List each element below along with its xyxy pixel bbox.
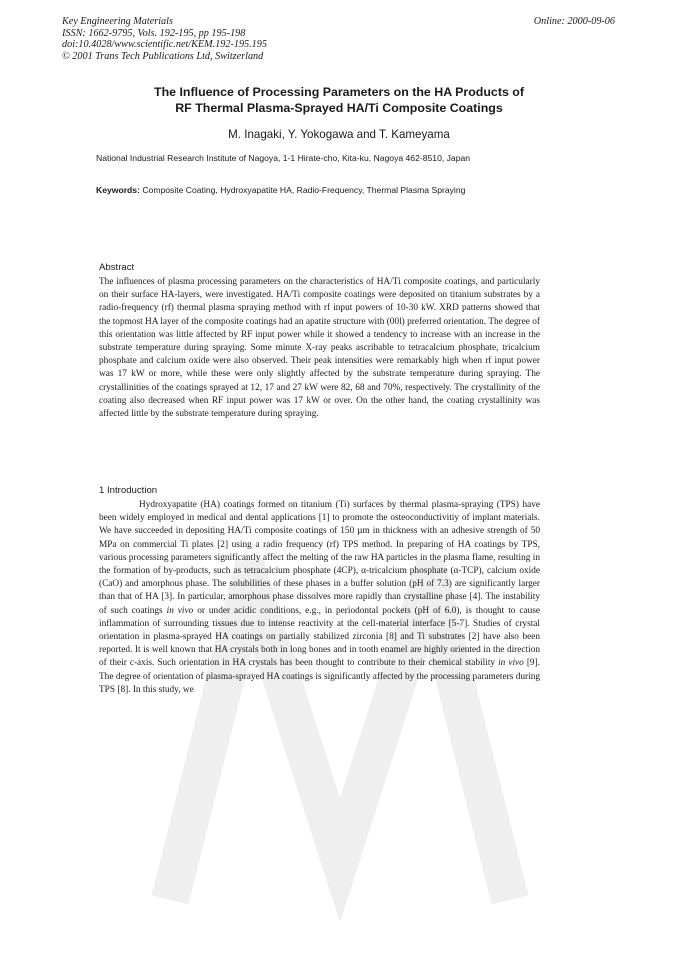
title-line-1: The Influence of Processing Parameters on the HA Products of xyxy=(154,85,524,99)
intro-italic-2: in vivo xyxy=(498,658,524,669)
intro-italic-1: in vivo xyxy=(166,605,194,616)
keywords-text: Composite Coating, Hydroxyapatite HA, Radio-Frequency, Thermal Plasma Spraying xyxy=(142,185,466,195)
author-list: M. Inagaki, Y. Yokogawa and T. Kameyama xyxy=(228,128,450,141)
abstract-text: The influences of plasma processing parameters on the characteristics of HA/Ti composite coatings, and particularly on their surface HA-layers, were investigated. HA/Ti composite coatings were deposited on titanium substrates by a radio-frequency (rf) thermal plasma spraying method with rf input powers of 10-30 kW. XRD patterns showed that the topmost HA layer of the composite coatings had an apatite structure with (00l) preferred orientation. The degree of this orientation was little affected by RF input power while it showed a tendency to increase with an increase in the substrate temperature during spraying. Some minute X-ray peaks ascribable to tetracalcium phosphate, tricalcium phosphate and calcium oxide were also observed. Their peak intensities were remarkably high when rf input power was 17 kW or more, while these were only slightly affected by the substrate temperature during spraying. The crystallinities of the coatings sprayed at 12, 17 and 27 kW were 82, 68 and 70%, respectively. The crystallinity of the coating also decreased when RF input power was 17 kW or over. On the other hand, the coating crystallinity was affected little by the substrate temperature during spraying. xyxy=(99,277,540,420)
affiliation: National Industrial Research Institute of Nagoya, 1-1 Hirate-cho, Kita-ku, Nagoya 462-8510, Japan xyxy=(96,153,471,163)
online-date: Online: 2000-09-06 xyxy=(533,16,615,27)
copyright-line: © 2001 Trans Tech Publications Ltd, Switzerland xyxy=(62,50,264,62)
abstract-heading: Abstract xyxy=(99,262,135,273)
keywords-label: Keywords: xyxy=(96,185,140,195)
title-line-2: RF Thermal Plasma-Sprayed HA/Ti Composite Coatings xyxy=(175,100,503,115)
intro-part-2: or under acidic conditions, e.g., in periodontal pockets (pH of 6.0), is thought to cause inflammation of surrounding tissues due to intense reactivity at the cell-material interface [5-7]. Studies of crystal orientation in plasma-sprayed HA coatings on partially stabilized zirconia [8] and Ti substrates [2] have also been reported. It is well known that HA crystals both in long bones and in tooth enamel are highly oriented in the direction of their c-axis. Such orientation in HA crystals has been thought to contribute to their chemical stability xyxy=(99,605,541,669)
introduction-text xyxy=(99,499,540,697)
intro-part-3: [9]. The degree of orientation of plasma-sprayed HA coatings is significantly affected by the processing parameters during TPS [8]. In this study, we xyxy=(99,658,540,695)
introduction-heading: 1 Introduction xyxy=(99,485,158,496)
intro-part-1: Hydroxyapatite (HA) coatings formed on titanium (Ti) surfaces by thermal plasma-spraying (TPS) have been widely employed in medical and dental applications [1] to promote the osteoconductivitiy of implant materials. We have succeeded in depositing HA/Ti composite coatings of 150 µm in thickness with an adhesive strength of 50 MPa on commercial Ti plates [2] using a radio frequency (rf) TPS method. In preparing of HA coatings by TPS, various processing parameters significantly affect the melting of the raw HA particles in the plasma flame, resulting in the formation of by-products, such as tetracalcium phosphate (4CP), α-tricalcium phosphate (α-TCP), calcium oxide (CaO) and amorphous phase. The solubilities of these phases in a buffer solution (pH of 7.3) are significantly larger than that of HA [3]. In particular, amorphous phase dissolves more rapidly than crystalline phase [4]. The instability of such coatings xyxy=(99,500,540,616)
journal-name: Key Engineering Materials xyxy=(62,16,173,27)
keywords xyxy=(96,185,616,195)
journal-header xyxy=(62,16,267,62)
issn-line: ISSN: 1662-9795, Vols. 192-195, pp 195-198 xyxy=(62,27,246,39)
paper-title xyxy=(60,85,618,116)
doi-line: doi:10.4028/www.scientific.net/KEM.192-195.195 xyxy=(62,39,267,51)
